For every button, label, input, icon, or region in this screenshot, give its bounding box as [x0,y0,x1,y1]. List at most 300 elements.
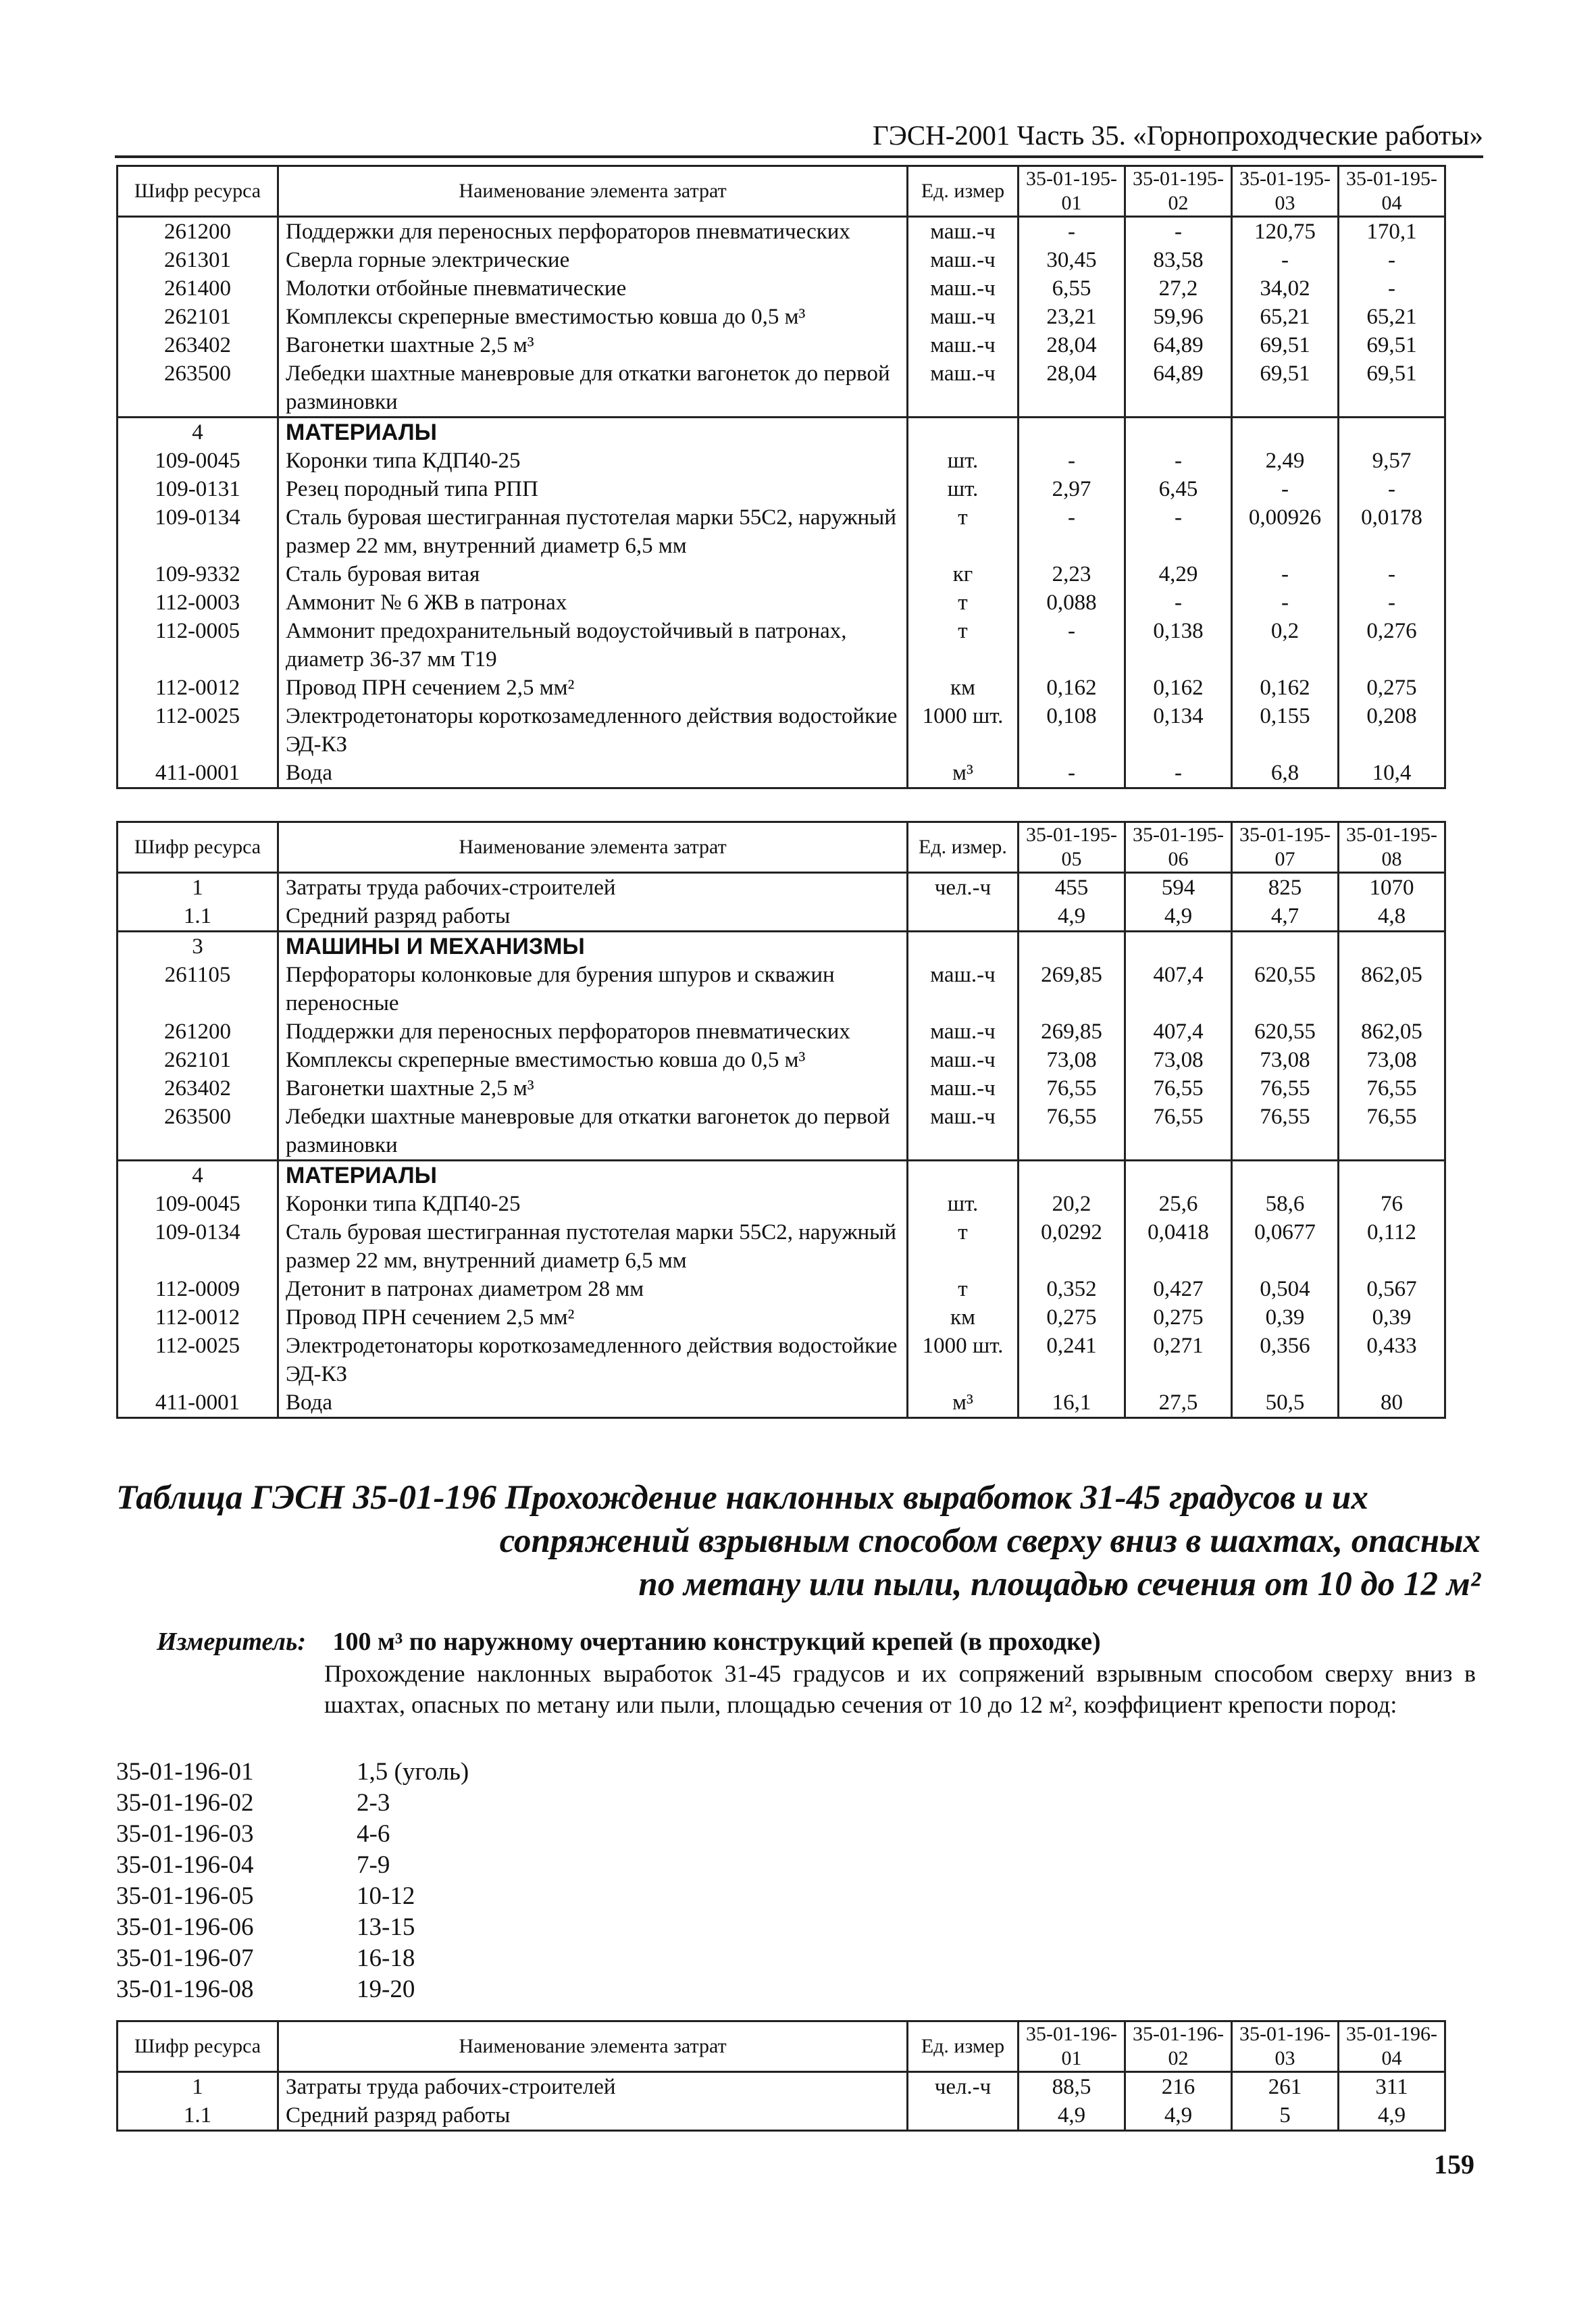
value-cell: 455 [1019,873,1125,903]
table-row [118,1303,1445,1332]
section-title-line-2: сопряжений взрывным способом сверху вниз в шахтах, опасных [499,1522,1481,1560]
resource-code: 109-0131 [118,475,278,503]
value-cell: 0,427 [1125,1275,1232,1303]
table-row [118,1275,1445,1303]
value-cell: 311 [1339,2072,1445,2102]
rock-hardness: 19-20 [357,1976,415,2003]
section-heading: МАТЕРИАЛЫ [278,1161,908,1190]
resource-code: 1.1 [118,2101,278,2131]
table-row [118,1017,1445,1046]
value-cell: 0,433 [1339,1332,1445,1388]
resource-table-196-01-04 [116,2020,1446,2132]
unit-cell: шт. [908,1190,1019,1218]
value-cell: 4,9 [1019,2101,1125,2131]
resource-code: 261105 [118,961,278,1017]
table-row [118,246,1445,274]
resource-name: Вода [278,759,908,788]
value-cell: 0,162 [1019,674,1125,702]
value-cell [1232,418,1339,447]
value-cell: 0,0677 [1232,1218,1339,1275]
value-cell: 65,21 [1339,303,1445,331]
norm-code: 35-01-196-05 [116,1882,254,1910]
value-cell: 80 [1339,1388,1445,1418]
table-row [118,359,1445,418]
section-heading: МАШИНЫ И МЕХАНИЗМЫ [278,932,908,961]
value-cell: 0,155 [1232,702,1339,759]
value-cell: 0,108 [1019,702,1125,759]
norm-code: 35-01-196-01 [116,1758,254,1786]
table-row [118,274,1445,303]
section-title [116,1476,1494,1606]
resource-name: Вода [278,1388,908,1418]
resource-name: Молотки отбойные пневматические [278,274,908,303]
table-row [118,475,1445,503]
value-cell [1125,418,1232,447]
value-cell: 0,241 [1019,1332,1125,1388]
resource-name: Средний разряд работы [278,2101,908,2131]
resource-name: Аммонит № 6 ЖВ в патронах [278,588,908,617]
value-cell: - [1019,617,1125,674]
resource-name: Лебедки шахтные маневровые для откатки вагонеток до первой разминовки [278,359,908,418]
value-cell [1339,932,1445,961]
rock-hardness: 4-6 [357,1820,390,1848]
resource-code: 109-0045 [118,1190,278,1218]
value-cell: 0,134 [1125,702,1232,759]
value-cell: 76,55 [1019,1103,1125,1161]
unit-cell: маш.-ч [908,246,1019,274]
value-cell: 862,05 [1339,961,1445,1017]
value-cell: 0,162 [1125,674,1232,702]
column-header: Ед. измер [908,166,1019,217]
value-cell: - [1125,217,1232,247]
value-cell: - [1019,759,1125,788]
table-row [118,759,1445,788]
column-header: Ед. измер. [908,822,1019,873]
unit-cell: 1000 шт. [908,1332,1019,1388]
rock-hardness: 2-3 [357,1789,390,1817]
value-cell: 59,96 [1125,303,1232,331]
value-cell: 4,9 [1339,2101,1445,2131]
resource-code: 1.1 [118,902,278,932]
value-cell: 4,9 [1125,2101,1232,2131]
resource-code: 263500 [118,359,278,418]
unit-cell: шт. [908,475,1019,503]
resource-name: Сталь буровая шестигранная пустотелая марки 55С2, наружный размер 22 мм, внутренний диаметр 6,5 мм [278,503,908,560]
value-cell: 27,5 [1125,1388,1232,1418]
unit-cell: чел.-ч [908,873,1019,903]
column-header: 35-01-195-02 [1125,166,1232,217]
table-row [118,873,1445,903]
resource-name: Детонит в патронах диаметром 28 мм [278,1275,908,1303]
resource-code: 109-0134 [118,503,278,560]
table-row [118,217,1445,247]
table-row [118,503,1445,560]
resource-code: 411-0001 [118,1388,278,1418]
unit-cell: т [908,1275,1019,1303]
unit-cell: маш.-ч [908,1017,1019,1046]
value-cell: 69,51 [1232,359,1339,418]
value-cell: 2,23 [1019,560,1125,588]
unit-cell: маш.-ч [908,1103,1019,1161]
norm-code: 35-01-196-04 [116,1851,254,1879]
table-row [118,1218,1445,1275]
value-cell: 407,4 [1125,961,1232,1017]
value-cell [1019,1161,1125,1190]
value-cell: 73,08 [1232,1046,1339,1074]
rock-hardness: 1,5 (уголь) [357,1758,469,1786]
value-cell: - [1019,447,1125,475]
column-header: 35-01-195-07 [1232,822,1339,873]
table-row [118,961,1445,1017]
resource-code: 261200 [118,1017,278,1046]
rock-hardness: 10-12 [357,1882,415,1910]
code-list-item [116,1881,469,1912]
table-row [118,1388,1445,1418]
value-cell: 0,39 [1339,1303,1445,1332]
resource-name: Лебедки шахтные маневровые для откатки вагонеток до первой разминовки [278,1103,908,1161]
value-cell: 407,4 [1125,1017,1232,1046]
value-cell: 9,57 [1339,447,1445,475]
table-row [118,674,1445,702]
norm-code: 35-01-196-07 [116,1944,254,1972]
resource-code: 112-0005 [118,617,278,674]
column-header: 35-01-195-03 [1232,166,1339,217]
value-cell: 0,352 [1019,1275,1125,1303]
column-header: Шифр ресурса [118,822,278,873]
value-cell: 76,55 [1125,1103,1232,1161]
resource-name: Аммонит предохранительный водоустойчивый в патронах, диаметр 36-37 мм Т19 [278,617,908,674]
value-cell: 261 [1232,2072,1339,2102]
value-cell: 825 [1232,873,1339,903]
unit-cell: т [908,588,1019,617]
resource-code: 1 [118,2072,278,2102]
value-cell: 594 [1125,873,1232,903]
unit-cell: м³ [908,1388,1019,1418]
resource-code: 112-0012 [118,674,278,702]
unit-cell: кг [908,560,1019,588]
value-cell: 76,55 [1339,1074,1445,1103]
unit-cell: маш.-ч [908,961,1019,1017]
resource-code: 261301 [118,246,278,274]
section-row [118,1161,1445,1190]
value-cell: 73,08 [1019,1046,1125,1074]
measurer [157,1627,1101,1657]
resource-name: Сталь буровая витая [278,560,908,588]
value-cell: 76,55 [1232,1103,1339,1161]
value-cell: 2,97 [1019,475,1125,503]
value-cell: 2,49 [1232,447,1339,475]
value-cell [1019,932,1125,961]
code-list-item [116,1788,469,1819]
column-header: Шифр ресурса [118,166,278,217]
column-header: 35-01-195-05 [1019,822,1125,873]
value-cell: 27,2 [1125,274,1232,303]
resource-code: 263500 [118,1103,278,1161]
value-cell: 0,0178 [1339,503,1445,560]
resource-name: Затраты труда рабочих-строителей [278,2072,908,2102]
unit-cell: 1000 шт. [908,702,1019,759]
table-row [118,1190,1445,1218]
resource-code: 262101 [118,303,278,331]
value-cell: 76 [1339,1190,1445,1218]
value-cell: 0,112 [1339,1218,1445,1275]
code-list-item [116,1850,469,1881]
resource-name: Комплексы скреперные вместимостью ковша до 0,5 м³ [278,1046,908,1074]
resource-name: Электродетонаторы короткозамедленного действия водостойкие ЭД-КЗ [278,1332,908,1388]
value-cell: - [1339,560,1445,588]
value-cell: 0,0418 [1125,1218,1232,1275]
running-title: ГЭСН-2001 Часть 35. «Горнопроходческие работы» [873,120,1483,151]
resource-code: 1 [118,873,278,903]
value-cell [1125,932,1232,961]
value-cell: 76,55 [1232,1074,1339,1103]
norm-code: 35-01-196-08 [116,1976,254,2003]
value-cell: 0,275 [1125,1303,1232,1332]
resource-name: Поддержки для переносных перфораторов пневматических [278,217,908,247]
code-list [116,1757,469,2005]
unit-cell: м³ [908,759,1019,788]
table-row [118,588,1445,617]
section-heading: МАТЕРИАЛЫ [278,418,908,447]
unit-cell: маш.-ч [908,331,1019,359]
value-cell: 0,504 [1232,1275,1339,1303]
table-header-row [118,822,1445,873]
column-header: Наименование элемента затрат [278,2021,908,2072]
value-cell: 120,75 [1232,217,1339,247]
value-cell: 34,02 [1232,274,1339,303]
table-row [118,902,1445,932]
value-cell: 0,208 [1339,702,1445,759]
table-row [118,303,1445,331]
column-header: 35-01-196-03 [1232,2021,1339,2072]
resource-name: Резец породный типа РПП [278,475,908,503]
value-cell [1232,1161,1339,1190]
column-header: 35-01-196-02 [1125,2021,1232,2072]
column-header: 35-01-195-06 [1125,822,1232,873]
value-cell: 76,55 [1019,1074,1125,1103]
value-cell: 0,275 [1339,674,1445,702]
code-list-item [116,1943,469,1974]
resource-name: Перфораторы колонковые для бурения шпуров и скважин переносные [278,961,908,1017]
value-cell: 30,45 [1019,246,1125,274]
resource-name: Электродетонаторы короткозамедленного действия водостойкие ЭД-КЗ [278,702,908,759]
section-row [118,932,1445,961]
unit-cell: маш.-ч [908,303,1019,331]
norm-code: 35-01-196-06 [116,1913,254,1941]
value-cell: - [1019,217,1125,247]
rock-hardness: 13-15 [357,1913,415,1941]
resource-code: 261400 [118,274,278,303]
value-cell: 6,55 [1019,274,1125,303]
value-cell [1232,932,1339,961]
value-cell: 65,21 [1232,303,1339,331]
unit-cell: т [908,1218,1019,1275]
value-cell: - [1125,588,1232,617]
resource-name: Затраты труда рабочих-строителей [278,873,908,903]
unit-cell: маш.-ч [908,217,1019,247]
unit-cell [908,932,1019,961]
table-row [118,1046,1445,1074]
resource-code: 4 [118,418,278,447]
value-cell: - [1339,274,1445,303]
value-cell: 6,45 [1125,475,1232,503]
unit-cell: маш.-ч [908,1046,1019,1074]
value-cell: - [1125,447,1232,475]
value-cell: 76,55 [1125,1074,1232,1103]
value-cell: 69,51 [1339,359,1445,418]
value-cell: - [1339,246,1445,274]
rock-hardness: 16-18 [357,1944,415,1972]
value-cell: 4,9 [1019,902,1125,932]
value-cell: 4,9 [1125,902,1232,932]
value-cell [1125,1161,1232,1190]
resource-code: 109-9332 [118,560,278,588]
value-cell: 88,5 [1019,2072,1125,2102]
value-cell [1339,1161,1445,1190]
column-header: Шифр ресурса [118,2021,278,2072]
value-cell: 58,6 [1232,1190,1339,1218]
value-cell: - [1339,588,1445,617]
value-cell: 620,55 [1232,961,1339,1017]
value-cell: 16,1 [1019,1388,1125,1418]
value-cell: 83,58 [1125,246,1232,274]
value-cell: - [1339,475,1445,503]
value-cell: - [1019,503,1125,560]
table-row [118,447,1445,475]
table-row [118,1074,1445,1103]
resource-code: 263402 [118,1074,278,1103]
value-cell: - [1125,759,1232,788]
section-title-line-1: Таблица ГЭСН 35-01-196 Прохождение наклонных выработок 31-45 градусов и их [116,1479,1368,1517]
column-header: Наименование элемента затрат [278,822,908,873]
resource-name: Сталь буровая шестигранная пустотелая марки 55С2, наружный размер 22 мм, внутренний диаметр 6,5 мм [278,1218,908,1275]
table-header-row [118,2021,1445,2072]
column-header: 35-01-195-04 [1339,166,1445,217]
resource-name: Коронки типа КДП40-25 [278,447,908,475]
resource-code: 109-0045 [118,447,278,475]
resource-code: 411-0001 [118,759,278,788]
resource-code: 263402 [118,331,278,359]
value-cell: 4,29 [1125,560,1232,588]
value-cell: 269,85 [1019,961,1125,1017]
table-row [118,331,1445,359]
value-cell: 5 [1232,2101,1339,2131]
column-header: Наименование элемента затрат [278,166,908,217]
value-cell: 73,08 [1125,1046,1232,1074]
unit-cell: т [908,503,1019,560]
table-row [118,2072,1445,2102]
unit-cell: км [908,1303,1019,1332]
value-cell: 0,356 [1232,1332,1339,1388]
norm-code: 35-01-196-03 [116,1820,254,1848]
value-cell: 28,04 [1019,331,1125,359]
value-cell: 4,7 [1232,902,1339,932]
table-row [118,1103,1445,1161]
value-cell: 25,6 [1125,1190,1232,1218]
resource-code: 262101 [118,1046,278,1074]
resource-name: Комплексы скреперные вместимостью ковша до 0,5 м³ [278,303,908,331]
value-cell: 0,39 [1232,1303,1339,1332]
resource-code: 112-0003 [118,588,278,617]
unit-cell: т [908,617,1019,674]
resource-code: 4 [118,1161,278,1190]
unit-cell: чел.-ч [908,2072,1019,2102]
resource-name: Средний разряд работы [278,902,908,932]
value-cell: 0,0292 [1019,1218,1125,1275]
resource-name: Сверла горные электрические [278,246,908,274]
resource-table-195-05-08 [116,821,1446,1419]
norm-code: 35-01-196-02 [116,1789,254,1817]
measurer-value: 100 м³ по наружному очертанию конструкций крепей (в проходке) [332,1628,1101,1656]
unit-cell [908,902,1019,932]
table-row [118,617,1445,674]
unit-cell [908,1161,1019,1190]
resource-name: Провод ПРН сечением 2,5 мм² [278,674,908,702]
value-cell: 50,5 [1232,1388,1339,1418]
value-cell: 69,51 [1232,331,1339,359]
value-cell: - [1232,246,1339,274]
measurer-label: Измеритель: [157,1628,306,1656]
table-row [118,1332,1445,1388]
table-row [118,560,1445,588]
value-cell [1339,418,1445,447]
unit-cell: маш.-ч [908,359,1019,418]
rock-hardness: 7-9 [357,1851,390,1879]
table-header-row [118,166,1445,217]
value-cell: - [1232,475,1339,503]
value-cell: - [1232,588,1339,617]
unit-cell: маш.-ч [908,274,1019,303]
resource-code: 3 [118,932,278,961]
resource-name: Вагонетки шахтные 2,5 м³ [278,331,908,359]
column-header: 35-01-195-08 [1339,822,1445,873]
value-cell: 69,51 [1339,331,1445,359]
value-cell: 170,1 [1339,217,1445,247]
resource-code: 112-0025 [118,702,278,759]
value-cell: 20,2 [1019,1190,1125,1218]
resource-name: Коронки типа КДП40-25 [278,1190,908,1218]
column-header: 35-01-196-04 [1339,2021,1445,2072]
value-cell: 73,08 [1339,1046,1445,1074]
table-row [118,702,1445,759]
value-cell: 1070 [1339,873,1445,903]
section-row [118,418,1445,447]
value-cell: 0,00926 [1232,503,1339,560]
value-cell: 0,275 [1019,1303,1125,1332]
unit-cell [908,418,1019,447]
column-header: 35-01-195-01 [1019,166,1125,217]
resource-table-195-01-04 [116,165,1446,789]
resource-name: Провод ПРН сечением 2,5 мм² [278,1303,908,1332]
table-row [118,2101,1445,2131]
page-number: 159 [1434,2149,1474,2180]
code-list-item [116,1819,469,1850]
running-header [115,116,1483,158]
resource-code: 112-0009 [118,1275,278,1303]
value-cell: 862,05 [1339,1017,1445,1046]
value-cell: 0,567 [1339,1275,1445,1303]
unit-cell: км [908,674,1019,702]
value-cell: 620,55 [1232,1017,1339,1046]
value-cell: 0,271 [1125,1332,1232,1388]
value-cell: 28,04 [1019,359,1125,418]
value-cell: 0,162 [1232,674,1339,702]
unit-cell: шт. [908,447,1019,475]
value-cell: 64,89 [1125,359,1232,418]
value-cell: 269,85 [1019,1017,1125,1046]
value-cell: 216 [1125,2072,1232,2102]
code-list-item [116,1912,469,1943]
